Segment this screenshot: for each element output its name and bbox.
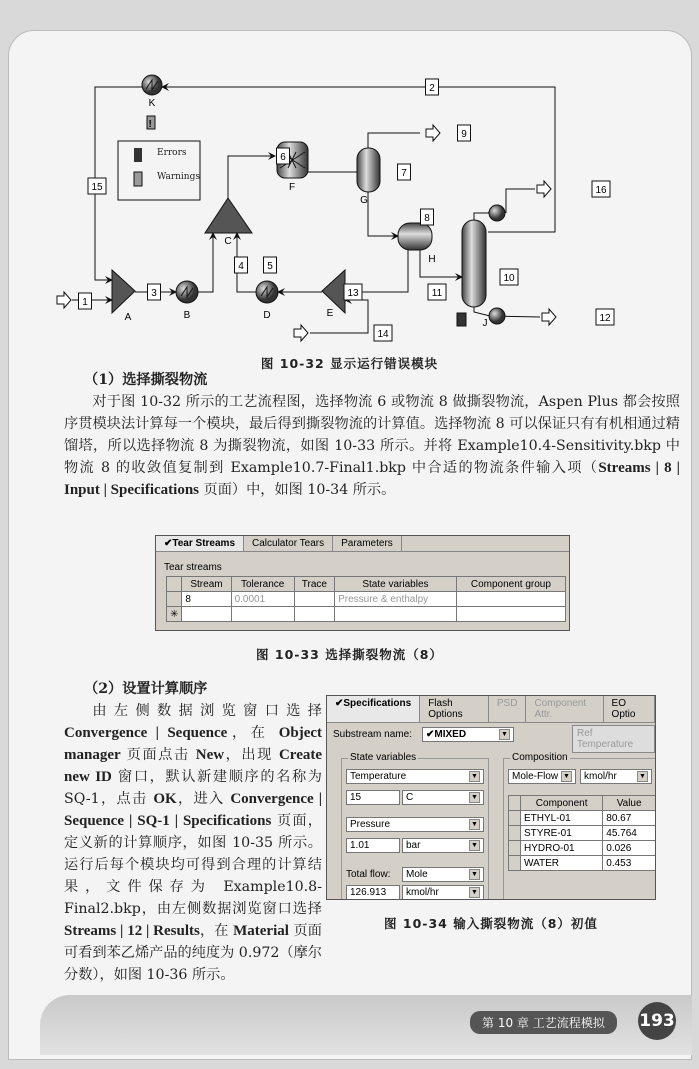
table-cell[interactable]: 80.67 <box>603 811 656 826</box>
text-run: ，在 <box>227 725 279 741</box>
product-arrow-icon <box>537 181 551 197</box>
table-cell[interactable] <box>294 592 334 607</box>
stream-label: 10 <box>503 273 515 284</box>
composition-basis-select[interactable]: Mole-Flow ▼ <box>508 769 576 784</box>
tab[interactable]: Calculator Tears <box>244 536 333 551</box>
row-selector[interactable] <box>509 841 521 856</box>
column-header: Stream <box>182 577 231 592</box>
new-row <box>167 607 566 622</box>
substream-value: ✔MIXED <box>426 729 467 740</box>
bold-term: OK <box>153 791 177 807</box>
stream-label: 7 <box>401 168 407 179</box>
substream-label: Substream name: <box>333 729 412 740</box>
column-header: Component group <box>456 577 565 592</box>
unit1-select[interactable]: C ▼ <box>402 790 484 805</box>
total-flow-input[interactable]: 126.913 <box>346 885 400 900</box>
stream-input-window <box>326 695 656 900</box>
table-cell[interactable]: Pressure & enthalpy <box>335 592 457 607</box>
block-label: C <box>224 236 232 247</box>
tab[interactable]: ✔Specifications <box>327 696 420 722</box>
column-header: Trace <box>294 577 334 592</box>
text-run: ，在 <box>199 923 234 939</box>
tab[interactable]: ✔Tear Streams <box>156 536 244 551</box>
bold-term: Streams | 12 | Results <box>64 923 200 939</box>
flowsheet-diagram <box>0 0 699 360</box>
legend-warnings: Warnings <box>157 172 200 182</box>
section-2-paragraph <box>64 700 323 983</box>
block-label: K <box>148 98 156 109</box>
var2-value-input[interactable]: 1.01 <box>346 838 400 853</box>
stream-label: 3 <box>151 288 157 299</box>
stream-label: 12 <box>599 313 611 324</box>
tear-streams-table <box>166 576 566 622</box>
legend-warning-icon <box>134 172 142 186</box>
row-header <box>509 796 521 811</box>
text-run: 页面点击 <box>120 747 196 763</box>
product-arrow-icon <box>426 125 440 141</box>
stream-label: 13 <box>347 288 359 299</box>
table-cell[interactable]: HYDRO-01 <box>521 841 603 856</box>
table-row <box>509 811 656 826</box>
total-flow-label: Total flow: <box>346 869 391 880</box>
var2-select[interactable]: Pressure ▼ <box>346 817 484 832</box>
bold-term: Convergence | Sequence <box>64 725 228 741</box>
column-header: State variables <box>335 577 457 592</box>
block-label: J <box>482 318 488 329</box>
state-variables-group <box>341 752 489 900</box>
table-cell[interactable]: STYRE-01 <box>521 826 603 841</box>
table-cell[interactable] <box>231 607 294 622</box>
legend-errors: Errors <box>157 148 187 158</box>
tear-streams-window <box>155 535 570 631</box>
section-1-paragraph <box>64 391 680 501</box>
composition-unit-select[interactable]: kmol/hr ▼ <box>580 769 652 784</box>
drum-h <box>398 223 432 250</box>
stream-label: 5 <box>267 261 273 272</box>
unit2-select[interactable]: bar ▼ <box>402 838 484 853</box>
stream-label: 8 <box>424 213 430 224</box>
table-row <box>509 841 656 856</box>
table-cell[interactable] <box>294 607 334 622</box>
table-row <box>167 592 566 607</box>
table-cell[interactable]: 8 <box>182 592 231 607</box>
error-icon <box>457 313 466 326</box>
text-run: 页面可看到苯乙烯产品的纯度为 0.972（摩尔分数），如图 10-36 所示。 <box>64 923 322 983</box>
bold-term: Material <box>233 923 289 939</box>
product-arrow-icon <box>542 309 556 325</box>
table-row <box>509 826 656 841</box>
condenser-icon <box>489 205 505 221</box>
bold-term: Streams | 8 | Input | Specifications <box>64 460 680 498</box>
stream-label: 4 <box>238 261 244 272</box>
stream-label: 6 <box>280 152 286 163</box>
tab[interactable]: Parameters <box>333 536 402 551</box>
block-label: H <box>428 254 436 265</box>
chapter-label: 第 10 章 工艺流程模拟 <box>470 1011 617 1034</box>
tab[interactable]: EO Optio <box>604 696 655 722</box>
block-label: E <box>326 308 334 319</box>
block-label: G <box>360 195 368 206</box>
figure-10-32-caption: 图 10-32 显示运行错误模块 <box>260 356 439 371</box>
tab[interactable]: PSD <box>489 696 527 722</box>
stream-label: 9 <box>461 129 467 140</box>
block-label: F <box>288 182 296 193</box>
stream-label: 1 <box>82 297 88 308</box>
table-cell[interactable]: ETHYL-01 <box>521 811 603 826</box>
block-label: B <box>183 310 191 321</box>
table-cell[interactable]: 0.0001 <box>231 592 294 607</box>
composition-table <box>508 795 656 871</box>
section-2-heading: （2）设置计算顺序 <box>84 681 208 697</box>
page-number: 193 <box>638 1002 676 1040</box>
dropdown-arrow-icon: ▼ <box>499 729 510 740</box>
row-selector[interactable] <box>509 856 521 871</box>
table-cell[interactable]: WATER <box>521 856 603 871</box>
text-run: 窗口，默认新建顺序的名称为 SQ-1，点击 <box>64 769 322 807</box>
separator-g <box>357 148 380 192</box>
stream-label: 2 <box>429 83 435 94</box>
text-run: 由左侧数据浏览窗口选择 <box>92 703 322 719</box>
stream-label: 11 <box>431 288 443 299</box>
composition-label: Composition <box>512 752 568 763</box>
block-label: A <box>124 312 132 323</box>
mixer-c <box>205 198 252 233</box>
table-row <box>509 856 656 871</box>
column-header: Component <box>521 796 603 811</box>
row-header <box>167 577 182 592</box>
table-cell[interactable] <box>182 607 231 622</box>
column-header: Value <box>603 796 656 811</box>
tab[interactable]: Component Attr. <box>526 696 603 722</box>
text-run: ，出现 <box>224 747 279 763</box>
composition-group <box>503 752 656 900</box>
new-row-marker[interactable]: ✳ <box>167 607 182 622</box>
table-cell[interactable]: 0.453 <box>603 856 656 871</box>
text-run: 页面，定义新的计算顺序，如图 10-35 所示。运行后每个模块均可得到合理的计算结果，文件保存为 Example10.8-Final2.bkp，由左侧数据浏览窗口选择 <box>64 813 322 917</box>
tab[interactable]: Flash Options <box>420 696 489 722</box>
bold-term: Object manager <box>64 725 323 763</box>
figure-10-34-caption: 图 10-34 输入撕裂物流（8）初值 <box>384 916 598 931</box>
row-selector[interactable] <box>509 811 521 826</box>
bold-term: Convergence | Sequence | SQ-1 | Specifications <box>64 791 323 829</box>
row-selector[interactable] <box>167 592 182 607</box>
total-flow-basis-select[interactable]: Mole ▼ <box>402 867 484 882</box>
substream-select[interactable] <box>422 727 514 742</box>
text-run: 页面）中，如图 10-34 所示。 <box>199 482 396 498</box>
var1-value-input[interactable]: 15 <box>346 790 400 805</box>
table-cell[interactable]: 45.764 <box>603 826 656 841</box>
bold-term: Create new ID <box>64 747 322 785</box>
reboiler-icon <box>489 308 505 324</box>
feed-arrow-icon <box>294 325 308 341</box>
figure-10-33-caption: 图 10-33 选择撕裂物流（8） <box>256 647 443 662</box>
svg-text:!: ! <box>148 119 152 130</box>
table-cell[interactable] <box>335 607 457 622</box>
splitter-e <box>322 270 345 313</box>
legend-error-icon <box>134 148 142 162</box>
section-1-heading: （1）选择撕裂物流 <box>84 372 208 388</box>
tear-streams-group-label: Tear streams <box>164 562 222 573</box>
stream-label: 15 <box>91 182 103 193</box>
text-run: 对于图 10-32 所示的工艺流程图，选择物流 6 或物流 8 做撕裂物流，Aspen Plus 都会按照序贯模块法计算每一个模块，最后得到撕裂物流的计算值。选择物流 8 可以保证只有有机相通过精馏塔，所以选择物流 8 为撕裂物流，如图 10-33 所示。并将 Example10.4-Sensitivity.bkp 中物流 8 的收敛值复制到 Example10.7-Final1.bkp 中合适的物流条件输入项（ <box>64 394 680 476</box>
text-run: ，进入 <box>176 791 231 807</box>
stream-label: 16 <box>595 185 607 196</box>
feed-arrow-icon <box>57 292 71 308</box>
table-cell[interactable]: 0.026 <box>603 841 656 856</box>
table-cell[interactable] <box>456 607 565 622</box>
row-selector[interactable] <box>509 826 521 841</box>
column-j <box>462 220 486 307</box>
var1-select[interactable]: Temperature ▼ <box>346 769 484 784</box>
ref-temperature-button[interactable]: Ref Temperature <box>572 725 655 753</box>
stream-label: 14 <box>377 329 389 340</box>
total-flow-unit-select[interactable]: kmol/hr ▼ <box>402 885 484 900</box>
state-variables-label: State variables <box>350 752 417 763</box>
bold-term: New <box>195 747 225 763</box>
table-cell[interactable] <box>456 592 565 607</box>
block-label: D <box>263 310 271 321</box>
mixer-a <box>112 270 135 313</box>
column-header: Tolerance <box>231 577 294 592</box>
